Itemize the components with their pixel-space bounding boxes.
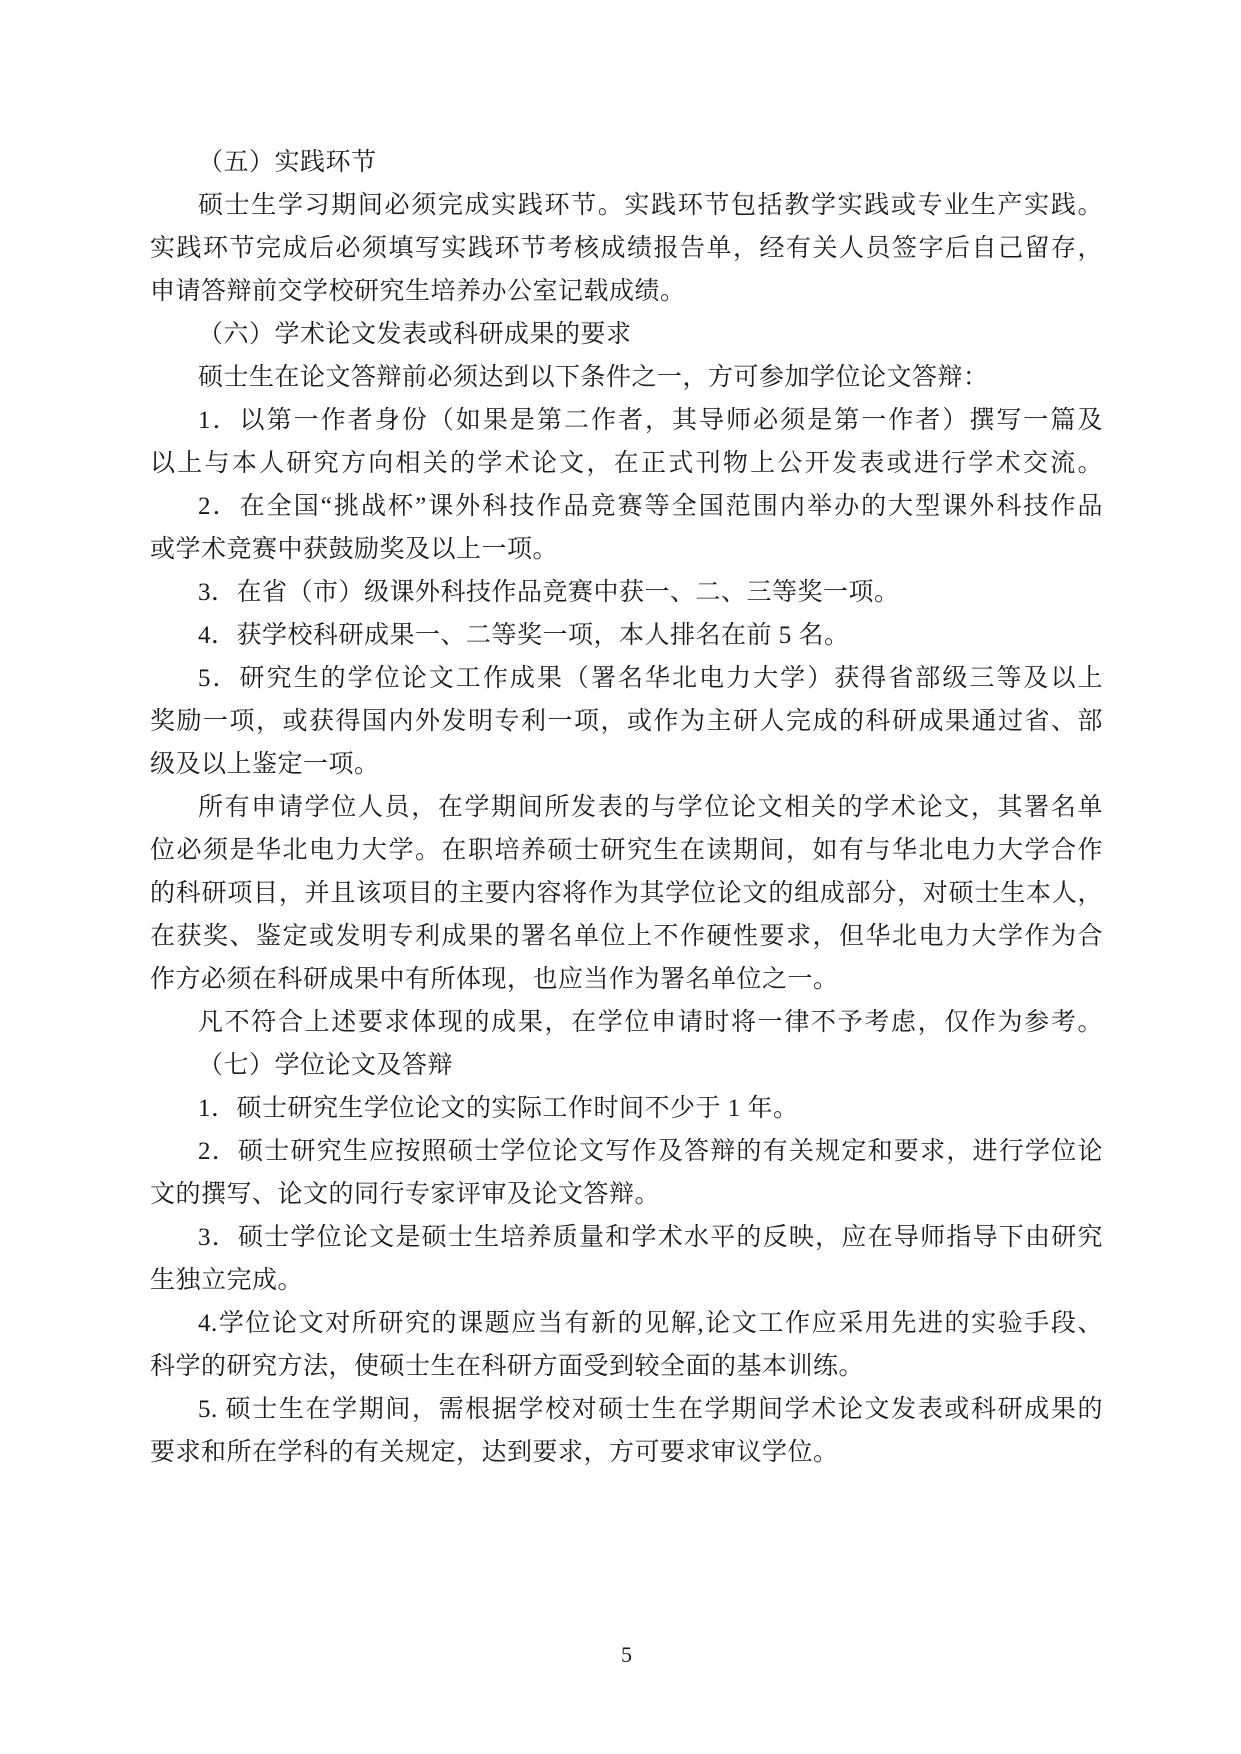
document-line: 在获奖、鉴定或发明专利成果的署名单位上不作硬性要求，但华北电力大学作为合: [150, 923, 1103, 950]
document-line: 凡不符合上述要求体现的成果，在学位申请时将一律不予考虑，仅作为参考。: [198, 1009, 1103, 1036]
document-line: 2．在全国“挑战杯”课外科技作品竞赛等全国范围内举办的大型课外科技作品: [198, 493, 1103, 520]
document-line: 位必须是华北电力大学。在职培养硕士研究生在读期间，如有与华北电力大学合作: [150, 837, 1103, 864]
document-line: 所有申请学位人员，在学期间所发表的与学位论文相关的学术论文，其署名单: [198, 794, 1103, 821]
document-line: 5. 硕士生在学期间，需根据学校对硕士生在学期间学术论文发表或科研成果的: [198, 1396, 1103, 1423]
document-line: 科学的研究方法，使硕士生在科研方面受到较全面的基本训练。: [150, 1353, 865, 1380]
document-line: 3．在省（市）级课外科技作品竞赛中获一、二、三等奖一项。: [198, 579, 900, 606]
document-line: 以上与本人研究方向相关的学术论文，在正式刊物上公开发表或进行学术交流。: [150, 450, 1103, 477]
document-line: （五）实践环节: [198, 149, 377, 176]
document-line: 2．硕士研究生应按照硕士学位论文写作及答辩的有关规定和要求，进行学位论: [198, 1138, 1103, 1165]
page-number: 5: [621, 1642, 632, 1667]
document-line: 奖励一项，或获得国内外发明专利一项，或作为主研人完成的科研成果通过省、部: [150, 708, 1103, 735]
document-line: 1．硕士研究生学位论文的实际工作时间不少于 1 年。: [198, 1095, 799, 1122]
document-line: 生独立完成。: [150, 1267, 304, 1294]
document-line: （七）学位论文及答辩: [198, 1052, 454, 1079]
document-line: （六）学术论文发表或科研成果的要求: [198, 321, 632, 348]
document-body: [150, 141, 1103, 1474]
document-line: 1．以第一作者身份（如果是第二作者，其导师必须是第一作者）撰写一篇及: [198, 407, 1103, 434]
document-line: 或学术竞赛中获鼓励奖及以上一项。: [150, 536, 559, 563]
document-line: 4．获学校科研成果一、二等奖一项，本人排名在前 5 名。: [198, 622, 850, 649]
document-line: 级及以上鉴定一项。: [150, 751, 380, 778]
document-line: 要求和所在学科的有关规定，达到要求，方可要求审议学位。: [150, 1439, 839, 1466]
document-line: 文的撰写、论文的同行专家评审及论文答辩。: [150, 1181, 661, 1208]
document-line: 申请答辩前交学校研究生培养办公室记载成绩。: [150, 278, 686, 305]
document-line: 硕士生学习期间必须完成实践环节。实践环节包括教学实践或专业生产实践。: [198, 192, 1103, 219]
document-line: 3．硕士学位论文是硕士生培养质量和学术水平的反映，应在导师指导下由研究: [198, 1224, 1103, 1251]
document-line: 作方必须在科研成果中有所体现，也应当作为署名单位之一。: [150, 966, 839, 993]
document-line: 5．研究生的学位论文工作成果（署名华北电力大学）获得省部级三等及以上: [198, 665, 1103, 692]
document-line: 的科研项目，并且该项目的主要内容将作为其学位论文的组成部分，对硕士生本人，: [150, 880, 1103, 907]
document-line: 4.学位论文对所研究的课题应当有新的见解,论文工作应采用先进的实验手段、: [198, 1310, 1103, 1337]
document-line: 实践环节完成后必须填写实践环节考核成绩报告单，经有关人员签字后自己留存，: [150, 235, 1103, 262]
document-line: 硕士生在论文答辩前必须达到以下条件之一，方可参加学位论文答辩：: [198, 364, 989, 391]
